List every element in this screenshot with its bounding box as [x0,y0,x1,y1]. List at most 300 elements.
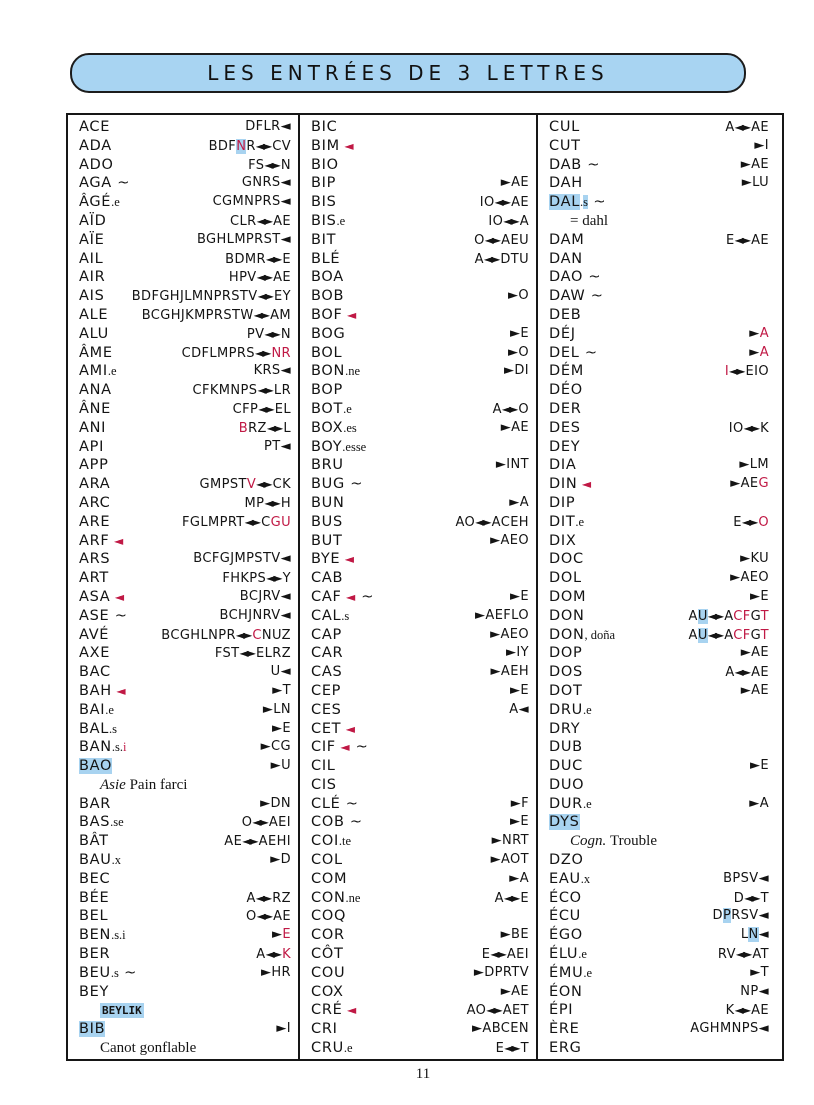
entry-hooks: CFKMNPS◄► LR [192,383,291,399]
entry-hooks: ►E [271,927,291,943]
entry-row [538,701,776,720]
entry-hooks: PT◄ [264,438,291,454]
entry-row [538,945,776,964]
entry-hooks: ►DN [260,795,291,811]
entry-row [68,851,298,870]
entry-row [68,212,298,231]
entry-word: AVÉ [79,626,110,643]
entry-row [300,1020,536,1039]
entry-row [300,193,536,212]
entry-hooks: ►E [749,758,769,774]
entry-word: DEB [549,306,582,323]
entry-row [68,870,298,889]
entry-row [538,983,776,1002]
entry-row [538,475,776,494]
annotation-text: Asie Pain farci [100,776,188,793]
entry-word: CRU.e [311,1040,353,1057]
entry-row [68,926,298,945]
entry-hooks: AE◄► AEHI [224,834,291,850]
entry-word: COX [311,983,344,1000]
entry-row [68,325,298,344]
entry-row [68,362,298,381]
entry-row [300,813,536,832]
entry-word: BYE ◄ [311,551,355,568]
entry-word: BAL.s [79,720,118,737]
entry-row [68,456,298,475]
entry-word: CIL [311,758,336,775]
entry-word: CES [311,701,342,718]
entry-word: CUL [549,119,580,135]
entry-hooks: BCJRV◄ [239,588,291,604]
entry-word: DOT [549,682,583,699]
entry-word: CIF ◄ ~ [311,739,369,756]
entry-row [68,550,298,569]
entry-word: DAH [549,175,583,192]
entry-hooks: FGLMPRT◄► CGU [181,514,291,530]
entry-hooks: ►CG [260,739,291,755]
entry-hooks: ►A [509,870,529,886]
entry-hooks: CFP◄► EL [232,401,291,417]
entry-hooks: CLR◄► AE [230,213,291,229]
entry-row [68,889,298,908]
annotation-line [68,1039,298,1058]
entry-hooks: ►AOT [490,852,529,868]
entry-hooks: AU◄► ACFGT [688,627,769,643]
entry-word: ASE ~ [79,607,128,624]
entry-row [538,644,776,663]
entry-row [300,964,536,983]
entry-hooks: ►LM [739,457,769,473]
entry-hooks: ►ABCEN [472,1021,529,1037]
entry-word: AÏD [79,212,107,229]
entry-word: ART [79,570,109,587]
entry-word: ARF ◄ [79,532,124,549]
entry-row [300,945,536,964]
entry-hooks: MP◄► H [244,495,291,511]
entry-row [68,400,298,419]
entry-word: ANA [79,382,112,399]
entry-row [68,268,298,287]
entry-row [538,419,776,438]
entry-row [538,287,776,306]
entry-word: DYS [549,814,580,831]
entry-hooks: K◄► AE [725,1003,769,1019]
entry-word: DES [549,419,581,436]
entry-word: ADO [79,156,114,173]
entry-word: ALU [79,325,109,342]
entry-row [300,607,536,626]
entry-hooks: BDFGHJLMNPRSTV◄► EY [131,289,291,305]
entry-word: AÏE [79,231,105,248]
entry-word: DEL ~ [549,344,598,361]
entry-row [300,889,536,908]
entry-word: CAF ◄ ~ [311,588,375,605]
entry-hooks: BDFNR◄► CV [208,138,291,154]
entry-word: BOG [311,325,346,342]
entry-word: BAO [79,758,113,775]
entry-row [300,118,536,137]
entry-word: CON.ne [311,889,361,906]
entry-hooks: A◄► AE [725,665,769,681]
entry-row [300,494,536,513]
entry-word: CUT [549,137,581,154]
entry-word: BEU.s ~ [79,964,137,981]
entry-row [68,569,298,588]
entry-hooks: ►AEH [490,664,529,680]
entry-hooks: BCHJNRV◄ [219,607,291,623]
entry-row [538,907,776,926]
entry-word: BAN.s.i [79,739,127,756]
entry-row [68,607,298,626]
entry-word: DRU.e [549,701,592,718]
entry-row [300,212,536,231]
annotation-line [68,776,298,795]
entry-row [538,776,776,795]
entry-row [68,419,298,438]
entry-row [300,381,536,400]
entry-word: COM [311,870,348,887]
entry-hooks: BCGHJKMPRSTW◄► AM [141,307,291,323]
entry-row [68,287,298,306]
entry-row [300,325,536,344]
entry-hooks: ►E [509,588,529,604]
page-title: LES ENTRÉES DE 3 LETTRES [70,53,746,93]
entry-hooks: ►O [507,344,529,360]
entry-row [68,475,298,494]
entry-row [300,644,536,663]
entry-word: BIM ◄ [311,137,355,154]
entry-hooks: ►AEFLO [475,607,529,623]
entry-hooks: ►AE [500,419,529,435]
entry-row [300,513,536,532]
entry-hooks: ►IY [506,645,529,661]
entry-word: COI.te [311,833,352,850]
entry-hooks: ►AEO [730,570,769,586]
entry-row [68,513,298,532]
entry-hooks: A◄► AE [725,120,769,135]
entry-hooks: AO◄► ACEH [455,514,529,530]
entry-row [68,193,298,212]
entry-hooks: BCFGJMPSTV◄ [193,551,291,567]
entry-word: AIS [79,288,105,305]
entry-row [68,1020,298,1039]
entry-row [68,532,298,551]
entry-row [538,795,776,814]
entry-word: CAP [311,626,342,643]
entry-word: DÉO [549,382,583,399]
entry-word: ALE [79,306,109,323]
entry-row [68,832,298,851]
entry-row [300,268,536,287]
entry-word: CAS [311,664,343,681]
entry-word: EAU.x [549,870,591,887]
entry-hooks: BRZ◄► L [238,420,291,436]
entry-word: DIP [549,494,576,511]
entry-hooks: ►E [509,814,529,830]
entry-word: ÈRE [549,1021,580,1038]
annotation-text: BEYLIK [102,1004,142,1018]
entry-word: BOL [311,344,343,361]
entry-hooks: KRS◄ [253,363,291,379]
entry-row [68,795,298,814]
entry-row [538,438,776,457]
entry-hooks: GMPSTV◄► CK [199,477,291,493]
entry-row [538,588,776,607]
entry-row [538,720,776,739]
entry-row [68,945,298,964]
entry-hooks: DPRSV◄ [712,908,769,924]
entry-word: BEL [79,908,109,925]
entry-hooks: ►A [749,325,769,341]
entry-row [68,907,298,926]
entry-word: BUN [311,494,345,511]
entry-row [300,532,536,551]
entry-word: BUG ~ [311,476,364,493]
entry-word: BAC [79,664,111,681]
entry-hooks: AO◄► AET [466,1003,529,1019]
entry-word: COL [311,852,343,869]
entry-word: ARE [79,513,111,530]
entry-word: BÂT [79,833,109,850]
entry-row [300,738,536,757]
entry-hooks: ►AEG [730,476,769,492]
entry-row [538,118,776,137]
entry-row [300,137,536,156]
entry-row [300,362,536,381]
entry-hooks: A◄► O [492,401,529,417]
entry-word: DOP [549,645,583,662]
entry-row [300,907,536,926]
entry-hooks: E◄► O [733,514,769,530]
entry-word: ÉGO [549,927,583,944]
entry-row [68,381,298,400]
entry-row [68,306,298,325]
entry-row [538,268,776,287]
entry-row [300,456,536,475]
entry-hooks: AGHMNPS◄ [690,1021,769,1037]
entry-word: DÉJ [549,325,576,342]
entry-hooks: ►AE [740,682,769,698]
entry-hooks: A◄► K [256,947,291,963]
annotation-line [68,1001,298,1020]
entry-word: BUS [311,513,343,530]
entry-row [68,701,298,720]
entry-word: CEP [311,682,342,699]
entry-row [68,137,298,156]
entry-hooks: O◄► AEI [241,815,291,831]
entry-word: DAW ~ [549,288,604,305]
entry-row [538,532,776,551]
entry-word: BOY.esse [311,438,367,455]
entry-row [68,813,298,832]
entry-hooks: LN◄ [740,927,769,943]
entry-hooks: IO◄► K [728,420,769,436]
entry-word: DRY [549,720,581,737]
entry-row [300,851,536,870]
entry-word: BEY [79,983,110,1000]
entry-word: DAO ~ [549,269,602,286]
entry-word: ARA [79,476,111,493]
annotation-text: = dahl [570,212,609,229]
entry-row [538,362,776,381]
entry-hooks: ►A [509,494,529,510]
entry-hooks: PV◄► N [246,326,291,342]
entry-hooks: ►E [749,588,769,604]
entry-word: BAS.se [79,814,124,831]
entry-row [538,813,776,832]
entry-word: ÉMU.e [549,964,593,981]
entry-word: CAB [311,570,344,587]
entry-hooks: CGMNPRS◄ [212,194,291,210]
entry-row [538,174,776,193]
entry-row [538,513,776,532]
entry-hooks: ►NRT [491,833,529,849]
entry-hooks: ►I [754,137,769,153]
entry-row [300,870,536,889]
entry-hooks: U◄ [270,664,291,680]
entry-word: DOS [549,664,583,681]
entry-row [68,588,298,607]
entry-hooks: ►O [507,288,529,304]
entry-word: BER [79,946,111,963]
entry-word: AMI.e [79,363,117,380]
entry-word: DON [549,607,585,624]
entry-word: BRU [311,457,344,474]
entry-hooks: ►AEO [490,626,529,642]
entry-row [68,344,298,363]
entry-word: DUC [549,758,584,775]
entry-word: BIC [311,119,338,135]
entry-row [300,419,536,438]
entry-word: BOX.es [311,419,357,436]
entry-word: CIS [311,776,337,793]
entry-word: ÂGÉ.e [79,194,120,211]
entry-row [68,964,298,983]
entry-word: CLÉ ~ [311,795,359,812]
entry-word: DOM [549,588,587,605]
entry-word: BIS [311,194,337,211]
entry-row [68,757,298,776]
entry-hooks: ►BE [500,927,529,943]
entry-word: BOP [311,382,343,399]
entry-word: BIB [79,1021,106,1038]
entry-hooks: A◄ [509,701,529,717]
entry-hooks: ►E [509,325,529,341]
entry-word: CAR [311,645,344,662]
entry-row [300,1001,536,1020]
entry-row [538,889,776,908]
entry-word: BOB [311,288,345,305]
entry-row [68,494,298,513]
entry-word: DUB [549,739,583,756]
entry-row [300,983,536,1002]
entry-row [68,231,298,250]
entry-word: DIX [549,532,577,549]
entry-word: DIT.e [549,513,585,530]
entry-row [68,118,298,137]
entry-hooks: BDMR◄► E [225,251,291,267]
entry-row [538,156,776,175]
entry-row [538,381,776,400]
entry-word: BON.ne [311,363,360,380]
entry-row [300,475,536,494]
entry-row [68,738,298,757]
entry-row [538,757,776,776]
entry-word: BEN.s.i [79,927,126,944]
entry-row [538,870,776,889]
entry-row [68,438,298,457]
entry-hooks: E◄► AE [725,232,769,248]
entry-hooks: ►I [276,1021,291,1037]
entry-word: BIT [311,231,337,248]
entry-hooks: A◄► DTU [474,251,529,267]
entry-hooks: IO◄► A [488,213,529,229]
entry-word: DUO [549,776,585,793]
entry-hooks: FST◄► ELRZ [214,646,291,662]
entry-row [300,720,536,739]
entry-hooks: ►AE [740,156,769,172]
entry-word: CRI [311,1021,338,1038]
entry-hooks: ►KU [740,551,769,567]
entry-word: COB ~ [311,814,363,831]
entry-word: BOA [311,269,344,286]
entry-word: DAB ~ [549,156,601,173]
entry-row [538,682,776,701]
entry-row [68,626,298,645]
entry-word: BLÉ [311,250,341,267]
entry-word: BEC [79,870,111,887]
entry-word: BIS.e [311,212,346,229]
entry-row [538,325,776,344]
entry-word: CAL.s [311,607,350,624]
entry-row [300,701,536,720]
entry-row [538,1001,776,1020]
entry-row [538,1020,776,1039]
entry-row [68,682,298,701]
entry-word: COQ [311,908,347,925]
entry-hooks: ►D [270,852,291,868]
annotation-text: Cogn. Trouble [570,833,657,850]
entry-hooks: A◄► RZ [246,890,291,906]
entry-hooks: ►E [509,682,529,698]
entry-word: ÉPI [549,1002,574,1019]
entry-row [300,550,536,569]
entry-row [68,174,298,193]
entry-hooks: ►AE [500,175,529,191]
entry-hooks: BGHLMPRST◄ [196,231,291,247]
entry-hooks: BCGHLNPR◄► CNUZ [161,627,291,643]
entry-row [300,832,536,851]
entry-hooks: ►U [270,758,291,774]
entry-row [538,851,776,870]
entry-hooks: ►AE [740,645,769,661]
column-middle [300,115,538,1059]
entry-row [538,231,776,250]
entry-row [300,156,536,175]
entry-row [300,438,536,457]
entry-word: DÉM [549,363,584,380]
entry-hooks: NP◄ [740,983,769,999]
entry-word: BAH ◄ [79,682,127,699]
entry-hooks: ►HR [260,964,291,980]
entry-word: ANI [79,419,107,436]
entry-word: BAU.x [79,852,121,869]
entry-row [300,569,536,588]
entry-word: ÂNE [79,400,112,417]
entry-word: DOC [549,551,584,568]
entry-row [300,174,536,193]
entry-hooks: ►E [271,720,291,736]
